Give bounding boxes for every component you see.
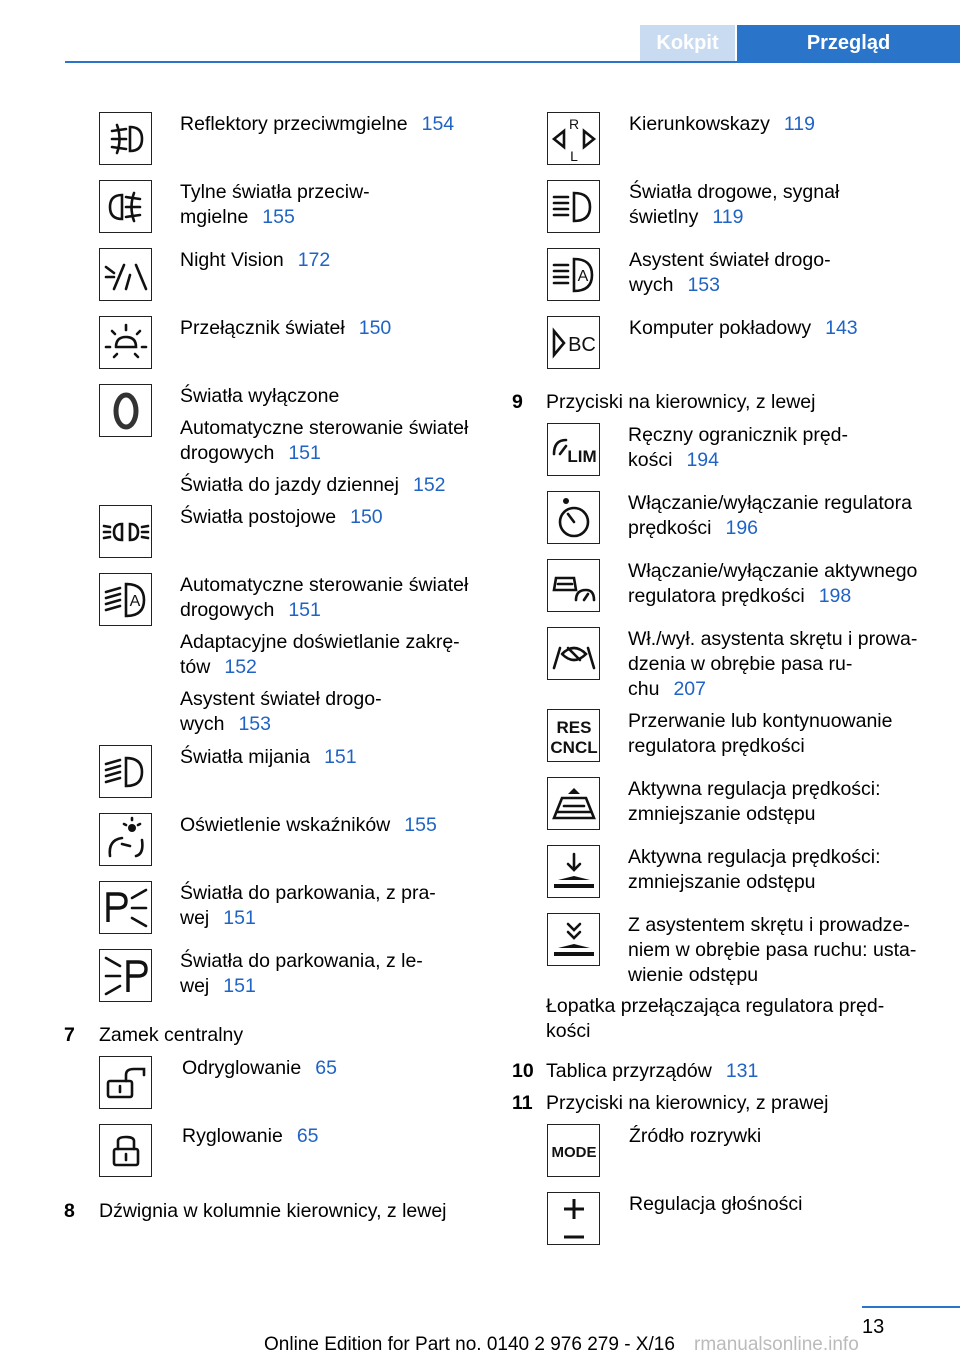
distance-decrease-2-icon <box>547 845 600 898</box>
low-beam-icon <box>99 745 152 798</box>
legend-line: Automatyczne sterowanie świateł <box>180 417 469 439</box>
legend-text <box>629 1124 929 1149</box>
page-ref-link[interactable]: 152 <box>224 656 257 678</box>
section-title-7: Zamek centralny <box>99 1024 244 1046</box>
legend-line: Włączanie/wyłączanie regulatora <box>628 492 912 514</box>
high-beam-icon <box>547 180 600 233</box>
legend-line: tów <box>180 656 211 678</box>
legend-line: Regulacja głośności <box>629 1193 803 1215</box>
legend-text <box>180 112 480 137</box>
svg-text:A: A <box>577 268 589 285</box>
legend-line: wej <box>180 975 210 997</box>
legend-line: Wł./wył. asystenta skrętu i prowa- <box>628 628 918 650</box>
legend-paragraph <box>180 573 480 623</box>
page-ref-link[interactable]: 131 <box>725 1060 759 1082</box>
page-ref-link[interactable]: 143 <box>825 317 858 339</box>
page-ref-link[interactable]: 65 <box>296 1125 319 1147</box>
legend-text <box>180 881 480 931</box>
legend-text <box>180 813 480 838</box>
legend-line: wej <box>180 907 210 929</box>
page-ref-link[interactable]: 155 <box>404 814 437 836</box>
lights-off-icon <box>99 384 152 437</box>
legend-text <box>629 316 929 341</box>
svg-text:LIM: LIM <box>567 447 597 466</box>
page-ref-link[interactable]: 155 <box>262 206 295 228</box>
legend-paragraph <box>180 416 480 466</box>
legend-text <box>182 1056 482 1081</box>
legend-line: Ręczny ogranicznik pręd- <box>628 424 849 446</box>
svg-text:RES: RES <box>556 718 592 737</box>
legend-line: Światła mijania <box>180 746 311 768</box>
legend-paragraph <box>180 687 480 737</box>
header-rule <box>65 61 960 63</box>
legend-text <box>628 845 928 895</box>
res-cncl-icon <box>547 709 600 762</box>
legend-text <box>180 180 480 230</box>
bc-icon <box>547 316 600 369</box>
fog-light-icon <box>99 112 152 165</box>
legend-line: Źródło rozrywki <box>629 1125 762 1147</box>
watermark: rmanualsonline.info <box>694 1334 859 1355</box>
section-title-11: Przyciski na kierownicy, z prawej <box>546 1092 829 1114</box>
unlock-icon <box>99 1056 152 1109</box>
legend-line: Night Vision <box>180 249 284 271</box>
legend-text <box>180 745 480 770</box>
night-vision-icon <box>99 248 152 301</box>
legend-line: Przerwanie lub kontynuowanie <box>628 710 893 732</box>
legend-line: Ryglowanie <box>182 1125 283 1147</box>
legend-line: regulatora prędkości <box>628 585 805 607</box>
legend-line: wych <box>180 713 225 735</box>
section-number-10: 10 <box>512 1060 534 1082</box>
svg-text:L: L <box>570 148 578 164</box>
legend-line: drogowych <box>180 442 275 464</box>
section-title-10 <box>546 1059 758 1084</box>
rear-fog-light-icon <box>99 180 152 233</box>
parking-light-right-icon <box>99 881 152 934</box>
page-ref-link[interactable]: 151 <box>288 442 321 464</box>
legend-paragraph <box>180 384 480 409</box>
page-ref-link[interactable]: 119 <box>712 206 744 228</box>
legend-line: mgielne <box>180 206 249 228</box>
legend-text <box>180 248 480 273</box>
svg-text:BC: BC <box>568 334 596 356</box>
light-switch-icon <box>99 316 152 369</box>
instrument-lighting-icon <box>99 813 152 866</box>
legend-paragraph <box>180 630 480 680</box>
legend-line: świetlny <box>629 206 699 228</box>
tab-kokpit[interactable]: Kokpit <box>640 25 735 61</box>
legend-line: Kierunkowskazy <box>629 113 770 135</box>
legend-line: Przełącznik świateł <box>180 317 345 339</box>
legend-line: drogowych <box>180 599 275 621</box>
distance-decrease-icon <box>547 777 600 830</box>
legend-text <box>628 559 928 609</box>
page-ref-link[interactable]: 65 <box>315 1057 337 1079</box>
page-ref-link[interactable]: 172 <box>297 249 331 271</box>
legend-text <box>180 949 480 999</box>
legend-line: Aktywna regulacja prędkości: <box>628 778 881 800</box>
speed-limiter-icon <box>547 423 600 476</box>
legend-line: Aktywna regulacja prędkości: <box>628 846 881 868</box>
legend-line: Reflektory przeciwmgielne <box>180 113 408 135</box>
legend-line: Oświetlenie wskaźników <box>180 814 391 836</box>
legend-text <box>628 627 928 702</box>
section-number-11: 11 <box>512 1092 533 1114</box>
legend-line: zmniejszanie odstępu <box>628 803 816 825</box>
mode-icon <box>547 1124 600 1177</box>
parking-light-left-icon <box>99 949 152 1002</box>
legend-line: Asystent świateł drogo- <box>629 249 831 271</box>
tab-przeglad[interactable]: Przegląd <box>737 25 960 61</box>
section-10-label: Tablica przyrządów <box>546 1060 712 1082</box>
svg-text:CNCL: CNCL <box>550 738 598 757</box>
legend-line: Tylne światła przeciw- <box>180 181 370 203</box>
auto-headlight-icon <box>99 573 152 626</box>
legend-text <box>628 709 928 759</box>
page-ref-link[interactable]: 150 <box>358 317 392 339</box>
page-ref-link[interactable]: 119 <box>783 113 815 135</box>
page-ref-link[interactable]: 153 <box>238 713 271 735</box>
legend-line: zmniejszanie odstępu <box>628 871 816 893</box>
turn-signal-icon <box>547 112 600 165</box>
page-ref-link[interactable]: 198 <box>818 585 852 607</box>
page-ref-link[interactable]: 194 <box>686 449 719 471</box>
high-beam-assist-icon <box>547 248 600 301</box>
parking-lights-icon <box>99 505 152 558</box>
section-title-8: Dźwignia w kolumnie kierownicy, z lewej <box>99 1200 447 1222</box>
legend-line: regulatora prędkości <box>628 735 805 757</box>
active-cruise-icon <box>547 559 600 612</box>
legend-line: Włączanie/wyłączanie aktywnego <box>628 560 918 582</box>
page-ref-link[interactable]: 153 <box>687 274 720 296</box>
legend-text <box>629 112 929 137</box>
legend-paragraph <box>180 473 480 498</box>
legend-text <box>628 423 928 473</box>
section-number-9: 9 <box>512 391 523 413</box>
legend-text <box>629 248 929 298</box>
section-title-9: Przyciski na kierownicy, z lewej <box>546 391 816 413</box>
svg-text:MODE: MODE <box>551 1144 597 1161</box>
legend-line: wych <box>629 274 674 296</box>
legend-text <box>629 180 929 230</box>
legend-text <box>180 573 480 744</box>
page-ref-link[interactable]: 154 <box>421 113 455 135</box>
legend-line: kości <box>628 449 673 471</box>
legend-line: dzenia w obrębie pasa ru- <box>628 653 853 675</box>
steering-assist-icon <box>547 627 600 680</box>
page-ref-link[interactable]: 151 <box>223 907 256 929</box>
legend-line: Odryglowanie <box>182 1057 302 1079</box>
legend-line: wienie odstępu <box>628 964 759 986</box>
legend-line: Z asystentem skrętu i prowadze- <box>628 914 910 936</box>
page-ref-link[interactable]: 151 <box>324 746 357 768</box>
page-ref-link[interactable]: 207 <box>673 678 706 700</box>
svg-text:R: R <box>568 116 580 132</box>
legend-text <box>182 1124 482 1149</box>
legend-line: Automatyczne sterowanie świateł <box>180 574 469 596</box>
legend-line: Komputer pokładowy <box>629 317 812 339</box>
lock-icon <box>99 1124 152 1177</box>
legend-line: Światła wyłączone <box>180 385 340 407</box>
legend-text <box>629 1192 929 1217</box>
legend-text <box>180 505 480 530</box>
legend-text <box>180 316 480 341</box>
footer-rule <box>862 1306 960 1308</box>
legend-line: Światła do parkowania, z pra- <box>180 882 436 904</box>
page-ref-link[interactable]: 150 <box>350 506 383 528</box>
lane-assist-distance-icon <box>547 913 600 966</box>
legend-line: Światła do parkowania, z le- <box>180 950 423 972</box>
legend-text <box>628 913 928 988</box>
legend-line: Światła drogowe, sygnał <box>629 181 840 203</box>
page-ref-link[interactable]: 151 <box>288 599 321 621</box>
page-number: 13 <box>862 1316 885 1338</box>
svg-text:A: A <box>129 593 141 610</box>
paddle-line-2: kości <box>546 1020 591 1042</box>
edition-text: Online Edition for Part no. 0140 2 976 279 - X/16 <box>264 1334 675 1355</box>
legend-line: Światła postojowe <box>180 506 337 528</box>
legend-line: chu <box>628 678 660 700</box>
page-ref-link[interactable]: 196 <box>725 517 759 539</box>
page-ref-link[interactable]: 151 <box>223 975 256 997</box>
page-ref-link[interactable]: 152 <box>412 474 446 496</box>
legend-text <box>628 491 928 541</box>
legend-line: prędkości <box>628 517 712 539</box>
paddle-description <box>546 994 946 1044</box>
section-number-7: 7 <box>64 1024 75 1046</box>
legend-line: niem w obrębie pasa ruchu: usta- <box>628 939 917 961</box>
legend-line: Asystent świateł drogo- <box>180 688 382 710</box>
cruise-control-icon <box>547 491 600 544</box>
volume-icon <box>547 1192 600 1245</box>
paddle-line-1: Łopatka przełączająca regulatora pręd- <box>546 995 885 1017</box>
legend-text <box>628 777 928 827</box>
legend-line: Światła do jazdy dziennej <box>180 474 399 496</box>
legend-line: Adaptacyjne doświetlanie zakrę- <box>180 631 460 653</box>
section-number-8: 8 <box>64 1200 75 1222</box>
header-tabs <box>0 0 960 62</box>
legend-text <box>180 384 480 505</box>
